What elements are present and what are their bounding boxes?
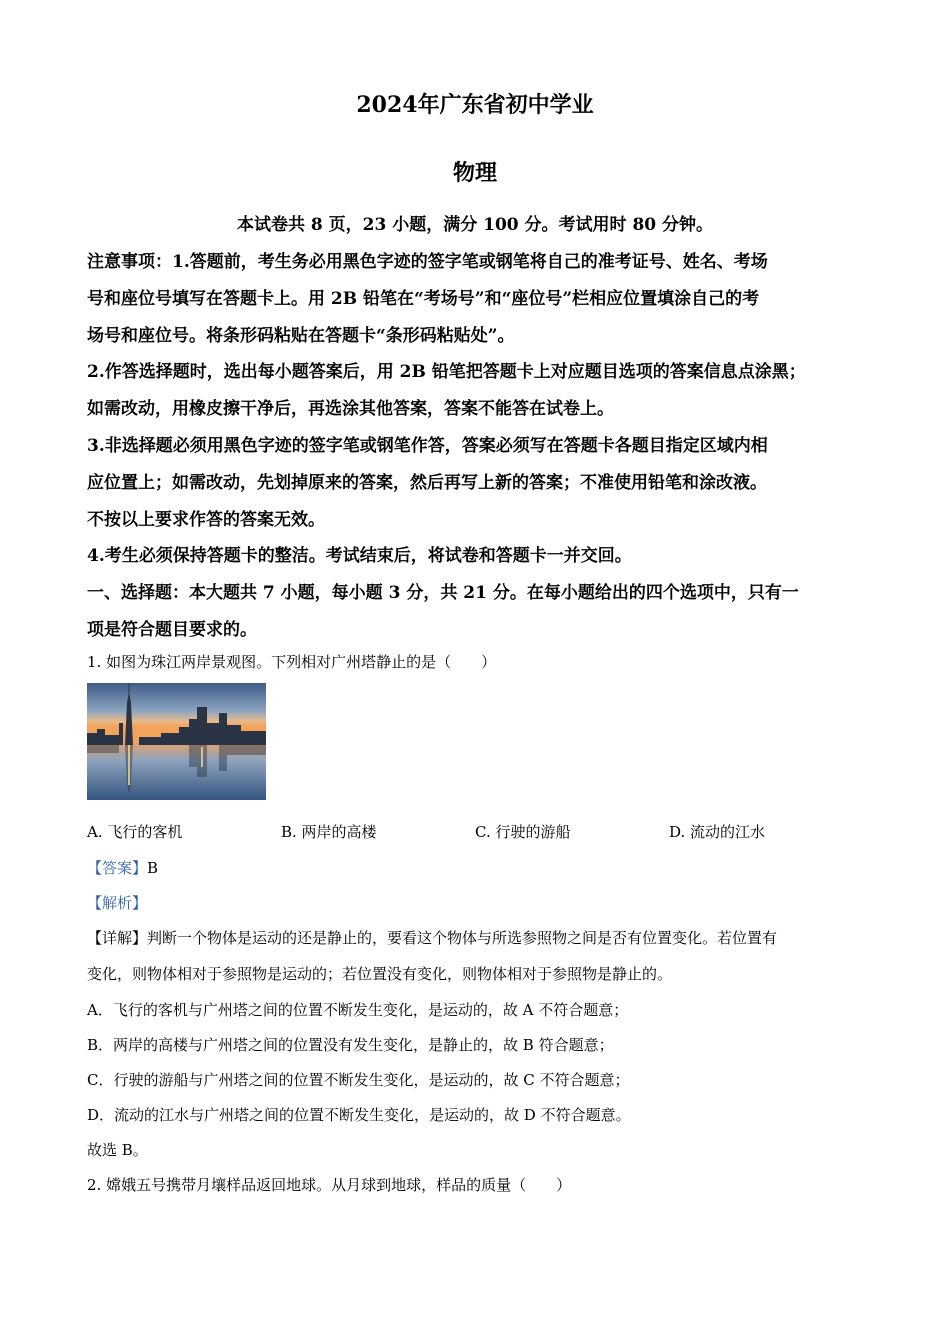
question-1-stem: 1. 如图为珠江两岸景观图。下列相对广州塔静止的是（ ） <box>87 653 497 671</box>
answer-label: 【答案】 <box>87 859 148 877</box>
detail-line: 【详解】判断一个物体是运动的还是静止的，要看这个物体与所选参照物之间是否有位置变化。若位置有 <box>87 929 778 947</box>
detail-line: D．流动的江水与广州塔之间的位置不断发生变化，是运动的，故 D 不符合题意。 <box>87 1106 631 1124</box>
instruction-line: 号和座位号填写在答题卡上。用 2B 铅笔在“考场号”和“座位号”栏相应位置填涂自己的考 <box>87 289 760 309</box>
detail-line: 变化，则物体相对于参照物是运动的；若位置没有变化，则物体相对于参照物是静止的。 <box>87 965 673 983</box>
instruction-line: 注意事项：1.答题前，考生务必用黑色字迹的签字笔或钢笔将自己的准考证号、姓名、考场 <box>87 252 768 272</box>
detail-line: C．行驶的游船与广州塔之间的位置不断发生变化，是运动的，故 C 不符合题意； <box>87 1071 630 1089</box>
analysis-label: 【解析】 <box>87 894 148 912</box>
instruction-line: 2.作答选择题时，选出每小题答案后，用 2B 铅笔把答题卡上对应题目选项的答案信息点涂黑； <box>87 362 806 382</box>
document-title: 2024年广东省初中学业 <box>356 92 594 118</box>
instruction-line: 不按以上要求作答的答案无效。 <box>87 510 325 530</box>
subject-title: 物理 <box>452 160 497 186</box>
instruction-line: 3.非选择题必须用黑色字迹的签字笔或钢笔作答，答案必须写在答题卡各题目指定区域内相 <box>87 436 768 456</box>
option-d: D. 流动的江水 <box>669 823 766 841</box>
detail-line: B．两岸的高楼与广州塔之间的位置没有发生变化，是静止的，故 B 符合题意； <box>87 1036 614 1054</box>
option-a: A. 飞行的客机 <box>87 823 183 841</box>
instruction-line: 4.考生必须保持答题卡的整洁。考试结束后，将试卷和答题卡一并交回。 <box>87 546 632 566</box>
option-c: C. 行驶的游船 <box>475 823 571 841</box>
exam-summary: 本试卷共 8 页，23 小题，满分 100 分。考试用时 80 分钟。 <box>236 215 714 235</box>
detail-line: 故选 B。 <box>87 1141 148 1159</box>
instruction-line: 如需改动，用橡皮擦干净后，再选涂其他答案，答案不能答在试卷上。 <box>87 399 614 419</box>
option-b: B. 两岸的高楼 <box>281 823 377 841</box>
pearl-river-photo <box>87 683 266 800</box>
instruction-line: 应位置上；如需改动，先划掉原来的答案，然后再写上新的答案；不准使用铅笔和涂改液。 <box>87 473 767 493</box>
section-heading: 项是符合题目要求的。 <box>87 620 257 640</box>
question-2-stem: 2. 嫦娥五号携带月壤样品返回地球。从月球到地球，样品的质量（ ） <box>87 1176 572 1194</box>
instruction-line: 场号和座位号。将条形码粘贴在答题卡“条形码粘贴处”。 <box>87 326 515 346</box>
answer-row <box>87 857 158 878</box>
section-heading: 一、选择题：本大题共 7 小题，每小题 3 分，共 21 分。在每小题给出的四个选项中，只有一 <box>87 583 799 603</box>
detail-line: A．飞行的客机与广州塔之间的位置不断发生变化，是运动的，故 A 不符合题意； <box>87 1001 629 1019</box>
answer-value: B <box>147 859 159 877</box>
